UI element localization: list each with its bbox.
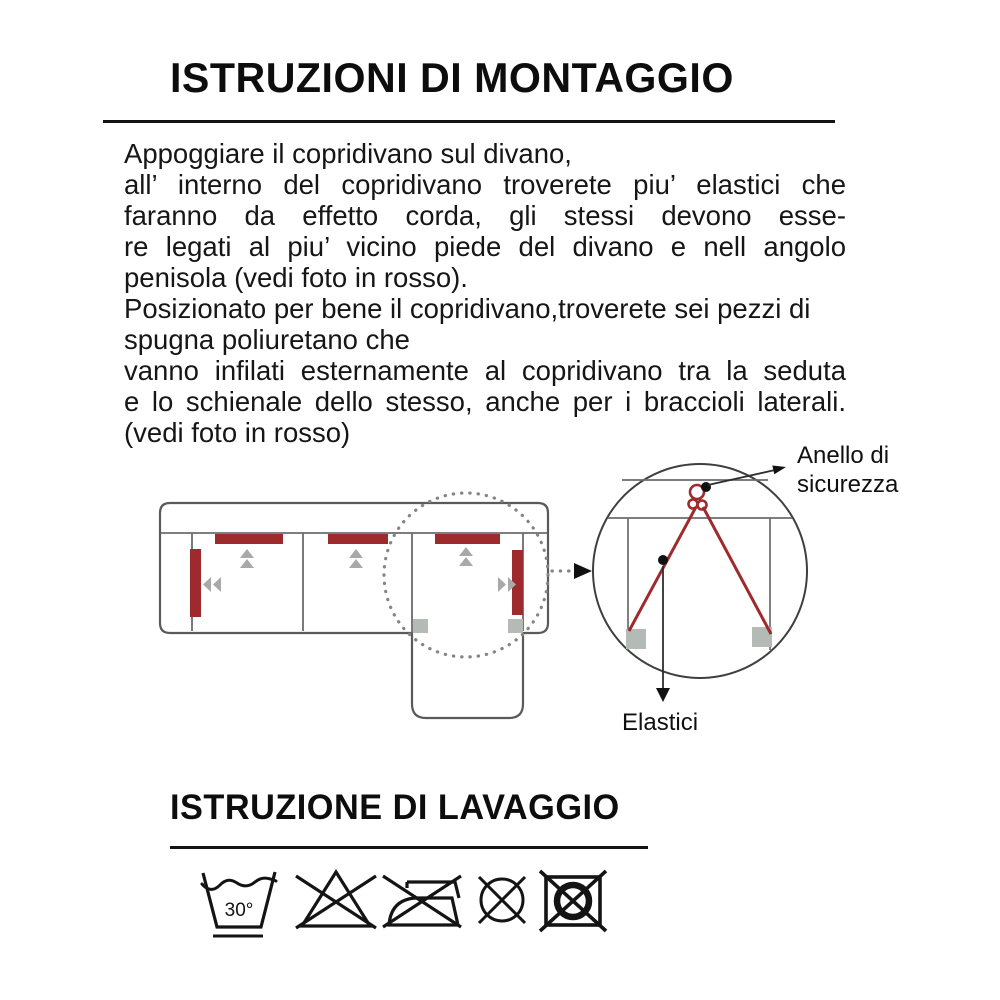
do-not-iron-icon: [380, 869, 464, 931]
instruction-line: Appoggiare il copridivano sul divano,: [124, 138, 572, 169]
instruction-line: spugna poliuretano che: [124, 324, 410, 355]
instruction-line: Posizionato per bene il copridivano,troverete sei pezzi di: [124, 293, 811, 324]
elastic-pointer-arrow-icon: [656, 688, 670, 702]
sponge-bar-horizontal: [435, 534, 500, 544]
page-title: ISTRUZIONI DI MONTAGGIO: [170, 54, 734, 101]
washing-title-divider: [170, 846, 648, 849]
ring-pointer-arrow-icon: [772, 466, 786, 475]
elastic-anchor-dot: [658, 555, 668, 565]
sponge-bar-vertical: [190, 549, 201, 617]
detail-foot: [626, 629, 646, 649]
instruction-line: e lo schienale dello stesso, anche per i braccioli laterali.: [124, 386, 846, 417]
instruction-line: vanno infilati esternamente al copridivano tra la seduta: [124, 355, 846, 386]
zoom-arrow-icon: [574, 563, 592, 579]
sofa-foot: [508, 619, 523, 633]
double-arrow-up-icon: [349, 549, 363, 568]
instruction-line: penisola (vedi foto in rosso).: [124, 262, 468, 293]
do-not-bleach-icon: [293, 869, 379, 931]
instruction-line: re legati al piu’ vicino piede del divano e nell angolo: [124, 231, 846, 262]
ring-anchor-dot: [701, 482, 711, 492]
safety-ring-label: Anello di sicurezza: [797, 442, 899, 498]
double-arrow-up-icon: [240, 549, 254, 568]
sponge-bar-horizontal: [215, 534, 283, 544]
do-not-dry-clean-icon: [471, 872, 533, 928]
double-arrow-left-icon: [203, 577, 221, 592]
washing-title: ISTRUZIONE DI LAVAGGIO: [170, 788, 620, 827]
title-divider: [103, 120, 835, 123]
assembly-instructions: [124, 138, 846, 448]
elastic-cord: [703, 507, 771, 634]
wash-temperature-label: 30°: [224, 900, 254, 921]
instruction-line: all’ interno del copridivano troverete piu’ elastici che: [124, 169, 846, 200]
sofa-foot: [413, 619, 428, 633]
elastics-label: Elastici: [622, 709, 699, 736]
sponge-bar-horizontal: [328, 534, 388, 544]
double-arrow-up-icon: [459, 547, 473, 566]
detail-circle: [593, 464, 807, 678]
wash-30-delicate-icon: [200, 870, 278, 940]
instruction-line: faranno da effetto corda, gli stessi devono esse-: [124, 200, 846, 231]
instruction-line: (vedi foto in rosso): [124, 417, 351, 448]
do-not-tumble-dry-icon: [538, 869, 608, 933]
